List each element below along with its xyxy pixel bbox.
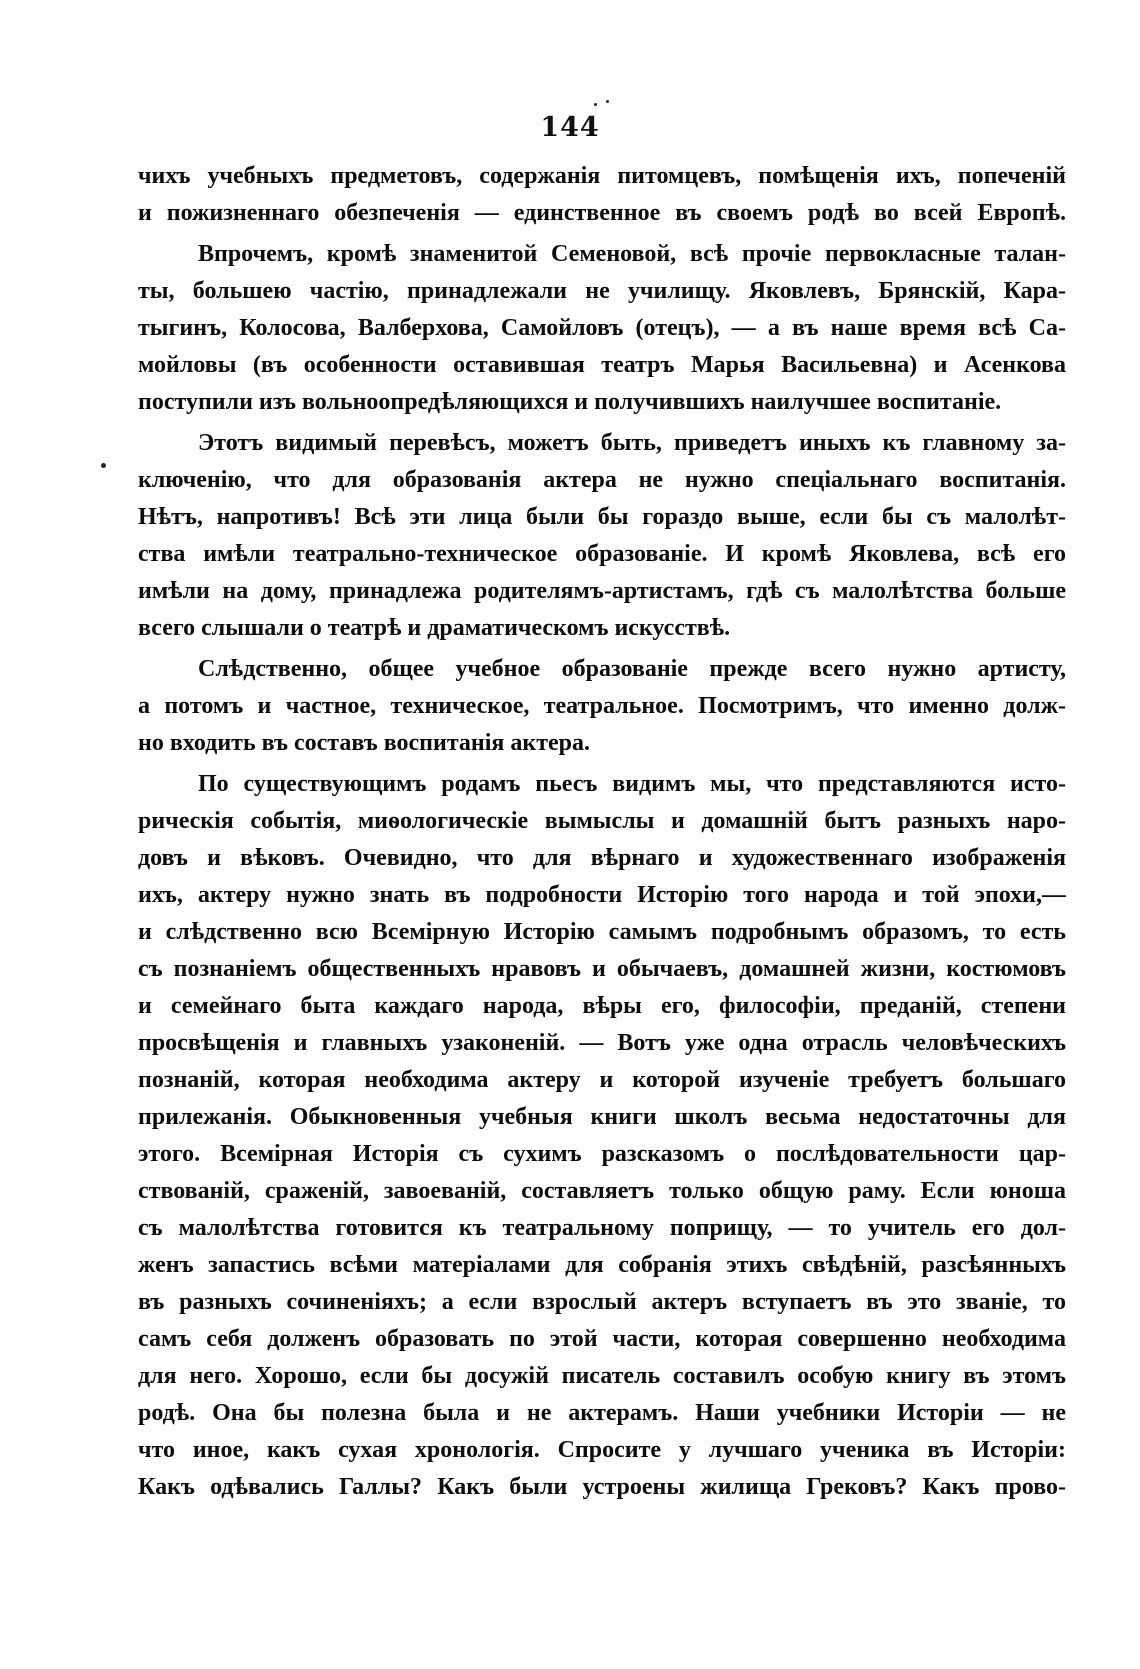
text-line: тыгинъ, Колосова, Валберхова, Самойловъ (отецъ), — а въ наше время всѣ Са-: [138, 315, 1066, 341]
text-line: довъ и вѣковъ. Очевидно, что для вѣрнаго и художественнаго изображенія: [138, 845, 1066, 871]
text-line: По существующимъ родамъ пьесъ видимъ мы, что представляются исто-: [198, 771, 1066, 797]
body-text: [138, 158, 1066, 1506]
text-line: ихъ, актеру нужно знать въ подробности Исторію того народа и той эпохи,—: [138, 882, 1066, 908]
text-line: Слѣдственно, общее учебное образованіе прежде всего нужно артисту,: [198, 656, 1066, 682]
text-line: ства имѣли театрально-техническое образованіе. И кромѣ Яковлева, всѣ его: [138, 541, 1066, 567]
text-line: познаній, которая необходима актеру и которой изученіе требуетъ большаго: [138, 1067, 1066, 1093]
text-line: съ познаніемъ общественныхъ нравовъ и обычаевъ, домашней жизни, костюмовъ: [138, 956, 1066, 982]
text-line: просвѣщенія и главныхъ узаконеній. — Вотъ уже одна отрасль человѣческихъ: [138, 1030, 1066, 1056]
text-line: этого. Всемірная Исторія съ сухимъ разсказомъ о послѣдовательности цар-: [138, 1141, 1066, 1167]
scan-speck: [101, 463, 106, 468]
text-line: Этотъ видимый перевѣсъ, можетъ быть, приведетъ иныхъ къ главному за-: [198, 430, 1066, 456]
text-line: рическія событія, миѳологическіе вымыслы и домашній бытъ разныхъ наро-: [138, 808, 1066, 834]
text-line: прилежанія. Обыкновенныя учебныя книги школъ весьма недостаточны для: [138, 1104, 1066, 1130]
text-line: родѣ. Она бы полезна была и не актерамъ. Наши учебники Исторіи — не: [138, 1400, 1066, 1426]
text-line: и пожизненнаго обезпеченія — единственное въ своемъ родѣ во всей Европѣ.: [138, 200, 1066, 226]
scan-speck: [594, 103, 597, 106]
text-line: поступили изъ вольноопредѣляющихся и получившихъ наилучшее воспитаніе.: [138, 389, 1002, 415]
text-line: въ разныхъ сочиненіяхъ; а если взрослый актеръ вступаетъ въ это званіе, то: [138, 1289, 1066, 1315]
text-line: Какъ одѣвались Галлы? Какъ были устроены жилища Грековъ? Какъ прово-: [138, 1474, 1066, 1500]
text-line: Нѣтъ, напротивъ! Всѣ эти лица были бы гораздо выше, если бы съ малолѣт-: [138, 504, 1066, 530]
scan-speck: [606, 100, 609, 103]
text-line: съ малолѣтства готовится къ театральному поприщу, — то учитель его дол-: [138, 1215, 1066, 1241]
text-line: ствованій, сраженій, завоеваній, составляетъ только общую раму. Если юноша: [138, 1178, 1066, 1204]
text-line: а потомъ и частное, техническое, театральное. Посмотримъ, что именно долж-: [138, 693, 1066, 719]
text-line: ты, большею частію, принадлежали не училищу. Яковлевъ, Брянскій, Кара-: [138, 278, 1066, 304]
text-line: ключенію, что для образованія актера не нужно спеціальнаго воспитанія.: [138, 467, 1066, 493]
text-line: чихъ учебныхъ предметовъ, содержанія питомцевъ, помѣщенія ихъ, попеченій: [138, 163, 1066, 189]
text-line: Впрочемъ, кромѣ знаменитой Семеновой, всѣ прочіе первокласные талан-: [198, 241, 1066, 267]
page-number: 144: [540, 112, 600, 143]
text-line: мойловы (въ особенности оставившая театръ Марья Васильевна) и Асенкова: [138, 352, 1066, 378]
text-line: имѣли на дому, принадлежа родителямъ-артистамъ, гдѣ съ малолѣтства больше: [138, 578, 1066, 604]
text-line: и слѣдственно всю Всемірную Исторію самымъ подробнымъ образомъ, то есть: [138, 919, 1066, 945]
text-line: и семейнаго быта каждаго народа, вѣры его, философіи, преданій, степени: [138, 993, 1066, 1019]
text-line: женъ запастись всѣми матеріалами для собранія этихъ свѣдѣній, разсѣянныхъ: [138, 1252, 1066, 1278]
text-line: самъ себя долженъ образовать по этой части, которая совершенно необходима: [138, 1326, 1066, 1352]
text-line: но входить въ составъ воспитанія актера.: [138, 730, 591, 756]
text-line: что иное, какъ сухая хронологія. Спросите у лучшаго ученика въ Исторіи:: [138, 1437, 1066, 1463]
text-line: всего слышали о театрѣ и драматическомъ искусствѣ.: [138, 615, 731, 641]
text-line: для него. Хорошо, если бы досужій писатель составилъ особую книгу въ этомъ: [138, 1363, 1066, 1389]
